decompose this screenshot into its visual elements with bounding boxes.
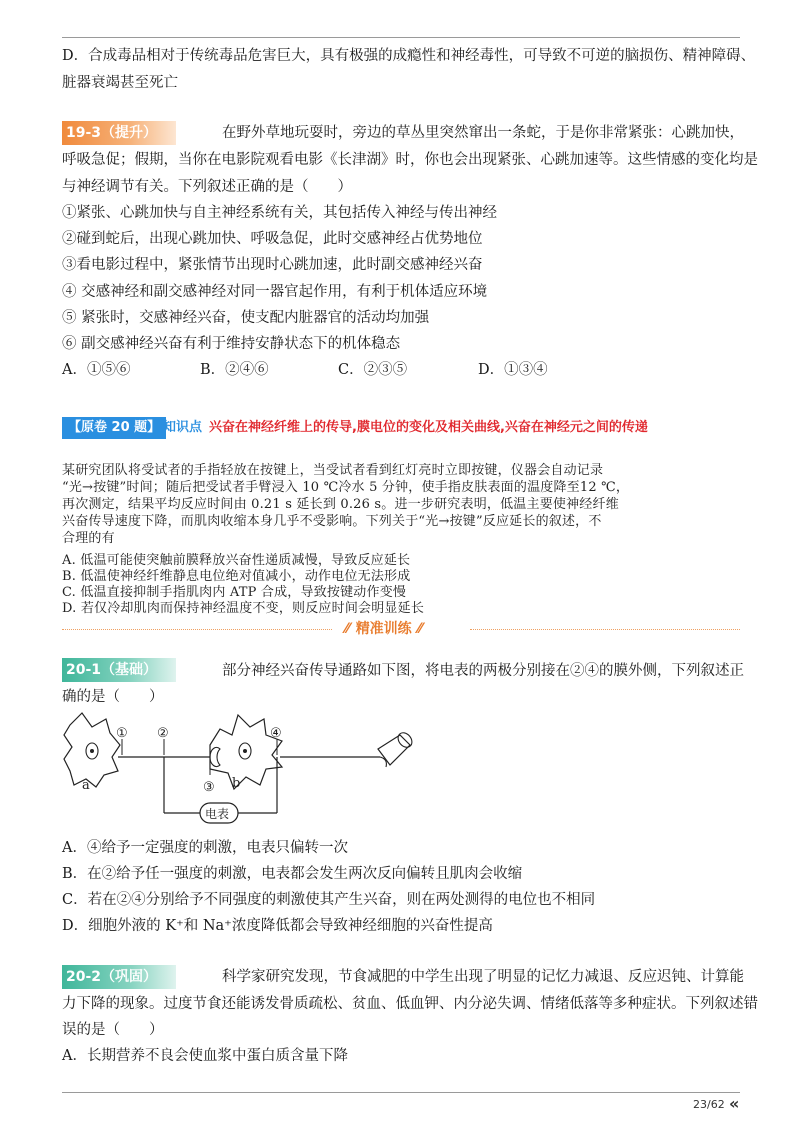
q19-3-item-1: ①紧张、心跳加快与自主神经系统有关，其包括传入神经与传出神经 (62, 205, 497, 221)
q20-2-stem-line2: 力下降的现象。过度节食还能诱发骨质疏松、贫血、低血钾、内分泌失调、情绪低落等多种症状。下列叙述错 (62, 996, 758, 1012)
q20-2-option-a: A．长期营养不良会使血浆中蛋白质含量下降 (62, 1048, 348, 1064)
fig-label-4: ④ (270, 726, 282, 741)
q20-2-tag: 20-2（巩固） (62, 965, 176, 989)
neuron-b-nucleolus (243, 749, 247, 753)
fig-label-a: a (82, 778, 90, 793)
banner-left-mark: ⁄⁄ (345, 621, 350, 637)
scan-option-a: A. 低温可能使突触前膜释放兴奋性递质减慢，导致反应延长 (62, 553, 411, 568)
q20-1-tag: 20-1（基础） (62, 658, 176, 682)
q20-2-stem-line1: 科学家研究发现，节食减肥的中学生出现了明显的记忆力减退、反应迟钝、计算能 (222, 969, 744, 985)
neural-pathway-diagram (60, 705, 420, 840)
scan-line-3: 再次测定，结果平均反应时间由 0.21 s 延长到 0.26 s。进一步研究表明，低温主要使神经纤维 (62, 497, 619, 512)
q19-3-item-5: ⑤ 紧张时，交感神经兴奋，使支配内脏器官的活动均加强 (62, 310, 430, 326)
page-number: 23/62 (693, 1098, 725, 1111)
fig-label-3: ③ (203, 780, 215, 795)
q20-1-option-c: C．若在②④分别给予不同强度的刺激使其产生兴奋，则在两处测得的电位也不相同 (62, 892, 596, 908)
q19-3-stem-line2: 呼吸急促；假期，当你在电影院观看电影《长津湖》时，你也会出现紧张、心跳加速等。这些情感的变化均是 (62, 152, 758, 168)
q19-3-stem-line3: 与神经调节有关。下列叙述正确的是（ ） (62, 179, 352, 195)
synapse-terminal (210, 747, 220, 766)
scan-line-2: “光→按键”时间；随后把受试者手臂浸入 10 ℃冷水 5 分钟，使手指皮肤表面的温度降至12 ℃， (62, 480, 630, 495)
banner-right-mark: ⁄⁄ (417, 621, 423, 637)
q19-3-item-3: ③看电影过程中，紧张情节出现时心跳加速，此时副交感神经兴奋 (62, 257, 483, 273)
q19-prev-option-d-line2: 脏器衰竭甚至死亡 (62, 75, 178, 91)
banner-title: ⁄⁄ 精准训练 ⁄⁄ (345, 621, 423, 637)
banner-left-line (62, 629, 332, 630)
footer-rule (62, 1092, 740, 1093)
scan-line-4: 兴奋传导速度下降，而肌肉收缩本身几乎不受影响。下列关于“光→按键”反应延长的叙述，不 (62, 514, 602, 529)
fig-label-1: ① (116, 726, 128, 741)
banner-right-line (470, 629, 740, 630)
scan-line-1: 某研究团队将受试者的手指轻放在按键上，当受试者看到红灯亮时立即按键，仪器会自动记录 (62, 463, 604, 478)
knowledge-point-label: 知识点 (163, 420, 203, 435)
fig-label-b: b (232, 776, 241, 791)
q19-3-option-d: D．①③④ (478, 362, 548, 378)
q19-3-option-c: C．②③⑤ (338, 362, 408, 378)
scan-option-c: C. 低温直接抑制手指肌肉内 ATP 合成，导致按键动作变慢 (62, 585, 407, 600)
q20-1-option-d: D．细胞外液的 K⁺和 Na⁺浓度降低都会导致神经细胞的兴奋性提高 (62, 918, 493, 934)
q19-3-stem-line1: 在野外草地玩耍时，旁边的草丛里突然窜出一条蛇，于是你非常紧张：心跳加快， (222, 125, 744, 141)
q20-2-stem-line3: 误的是（ ） (62, 1022, 164, 1038)
knowledge-point-text: 兴奋在神经纤维上的传导,膜电位的变化及相关曲线,兴奋在神经元之间的传递 (209, 420, 648, 435)
q20-1-stem-line2: 确的是（ ） (62, 689, 164, 705)
q19-prev-option-d-line1: D．合成毒品相对于传统毒品危害巨大，具有极强的成瘾性和神经毒性，可导致不可逆的脑损伤、精神障碍、 (62, 48, 756, 64)
q19-3-option-a: A．①⑤⑥ (62, 362, 131, 378)
q19-3-item-4: ④ 交感神经和副交感神经对同一器官起作用，有利于机体适应环境 (62, 284, 488, 300)
fig-label-2: ② (157, 726, 169, 741)
neuron-a-nucleolus (90, 749, 94, 753)
q19-3-item-2: ②碰到蛇后，出现心跳加快、呼吸急促，此时交感神经占优势地位 (62, 231, 483, 247)
q19-3-option-b: B．②④⑥ (200, 362, 269, 378)
scan-option-b: B. 低温使神经纤维静息电位绝对值减小，动作电位无法形成 (62, 569, 411, 584)
original-question-badge: 【原卷 20 题】 (62, 417, 166, 439)
q20-1-option-b: B．在②给予任一强度的刺激，电表都会发生两次反向偏转且肌肉会收缩 (62, 866, 523, 882)
q19-3-tag: 19-3（提升） (62, 121, 176, 145)
fig-label-meter: 电表 (205, 807, 230, 821)
q19-3-item-6: ⑥ 副交感神经兴奋有利于维持安静状态下的机体稳态 (62, 336, 401, 352)
muscle-fiber (378, 735, 410, 765)
page-arrow-icon: « (729, 1094, 740, 1113)
scan-option-d: D. 若仅冷却肌肉而保持神经温度不变，则反应时间会明显延长 (62, 601, 425, 616)
q20-1-stem-line1: 部分神经兴奋传导通路如下图，将电表的两极分别接在②④的膜外侧，下列叙述正 (222, 663, 744, 679)
header-rule (62, 37, 740, 38)
q20-1-option-a: A．④给予一定强度的刺激，电表只偏转一次 (62, 840, 348, 856)
scan-line-5: 合理的有 (62, 531, 115, 546)
